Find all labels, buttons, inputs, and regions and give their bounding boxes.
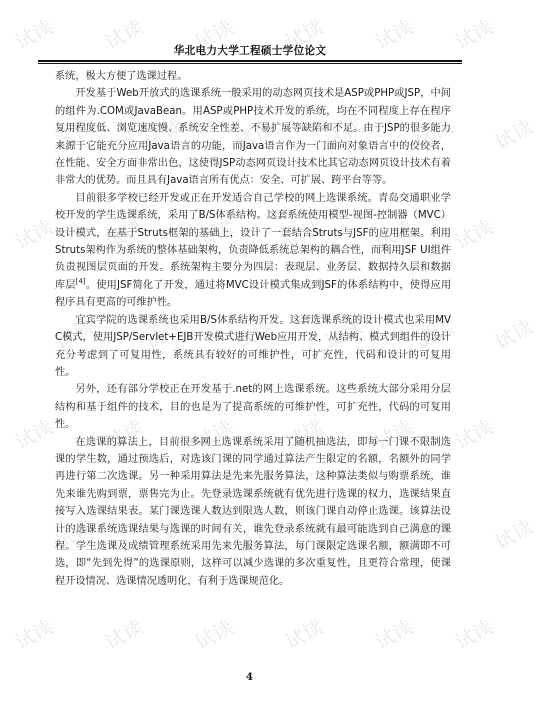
watermark-mark: 试读 (321, 315, 368, 354)
watermark-mark: 试读 (101, 415, 148, 454)
watermark-mark: 试读 (281, 215, 328, 254)
watermark-mark: 试读 (231, 515, 278, 554)
watermark-mark: 试读 (11, 415, 58, 454)
header-rule-thick (38, 60, 462, 62)
watermark-mark: 试读 (11, 215, 58, 254)
paragraph-text: 开发基于Web开放式的选课系统一般采用的动态网页技术是ASP或PHP或JSP，中间的组件为.COM或JavaBean。用ASP或PHP技术开发的系统，均在不同程度上存在程序复用程度低、浏览速度慢、系统安全性差、不易扩展等缺陷和不足。由于JSP的很多能力来源于它能充分应用Java语言的功能，而Java语言作为一门面向对象语言中的佼佼者，在性能、安全方面非常出色，这使得JSP动态网页设计技术比其它动态网页设计技术有着非常大的优势。而且具有Java语言所有优点：安全、可扩展、跨平台等等。 (55, 88, 451, 187)
watermark-mark: 试读 (191, 415, 238, 454)
watermark-mark: 试读 (141, 515, 188, 554)
watermark-mark: 试读 (11, 615, 58, 654)
watermark-mark: 试读 (101, 615, 148, 654)
watermark-mark: 试读 (411, 315, 458, 354)
paragraph-text: 宜宾学院的选课系统也采用B/S体系结构开发。这套选课系统的设计模式也采用MVC模式，使用JSP/Servlet+EJB开发模式进行Web应用开发，从结构、模式到组件的设计充分考虑到了可复用性，系统具有较好的可维护性，可扩充性，代码和设计的可复用性。 (55, 314, 451, 378)
watermark-mark: 试读 (51, 515, 98, 554)
body-text (55, 68, 451, 590)
watermark-mark: 试读 (281, 15, 328, 54)
watermark-mark: 试读 (491, 315, 538, 354)
watermark-mark: 试读 (371, 15, 418, 54)
watermark-mark: 试读 (451, 215, 498, 254)
watermark-mark: 试读 (141, 115, 188, 154)
paragraph (55, 434, 451, 591)
paragraph (55, 68, 451, 85)
watermark-mark: 试读 (51, 115, 98, 154)
watermark-mark: 试读 (371, 415, 418, 454)
paragraph (55, 381, 451, 433)
paragraph-text: 在选课的算法上，目前很多网上选课系统采用了随机抽选法，即每一门课不限制选课的学生数，通过预选后，对选该门课的同学通过算法产生限定的名额，名额外的同学再进行第二次选课。另一种采用算法是先来先服务算法，这种算法类似与购票系统，谁先来谁先购到票，票售完为止。先登录选课系统就有优先进行选课的权力，选课结果直接写入选课结果表。某门课选课人数达到限选人数，则该门课自动停止选课。该算法设计的选课系统选课结果与选课的时间有关，谁先登录系统就有最可能选到自己满意的课程。学生选课及成绩管理系统采用先来先服务算法，每门课限定选课名额，额满即不可选，即“先到先得”的选课原则，这样可以减少选课的多次重复性，且更符合常理，使课程开设情况、选课情况透明化，有利于选课规范化。 (55, 436, 451, 587)
watermark-mark: 试读 (231, 115, 278, 154)
watermark-mark: 试读 (11, 15, 58, 54)
watermark-mark: 试读 (371, 215, 418, 254)
running-header: 华北电力大学工程硕士学位论文 (173, 45, 327, 57)
watermark-mark: 试读 (101, 215, 148, 254)
watermark-mark: 试读 (191, 615, 238, 654)
watermark-mark: 试读 (491, 115, 538, 154)
watermark-mark: 试读 (451, 15, 498, 54)
watermark-mark: 试读 (451, 415, 498, 454)
paragraph-text: 目前很多学校已经开发或正在开发适合自己学校的网上选课系统。青岛交通职业学校开发的学生选课系统，采用了B/S体系结构。这套系统使用模型-视图-控制器（MVC）设计模式，在基于Struts框架的基础上，设计了一套结合Struts与JSF的应用框架。利用Struts架构作为系统的整体基础架构，负责降低系统总架构的耦合性，而利用JSF UI组件负责视图层页面的开发。系统架构主要分为四层：表现层、业务层、数据持久层和数据库层 (55, 192, 451, 291)
paragraph (55, 312, 451, 382)
watermark-mark: 试读 (231, 315, 278, 354)
paragraph-text: 系统，极大方便了选课过程。 (55, 71, 188, 82)
watermark-mark: 试读 (411, 115, 458, 154)
watermark-mark: 试读 (191, 15, 238, 54)
watermark-mark: 试读 (371, 615, 418, 654)
watermark-mark: 试读 (191, 215, 238, 254)
citation-marker: [4] (75, 277, 86, 286)
watermark-mark: 试读 (281, 415, 328, 454)
watermark-mark: 试读 (321, 115, 368, 154)
header-rule-thin (38, 63, 462, 64)
watermark-mark: 试读 (411, 515, 458, 554)
watermark-mark: 试读 (491, 515, 538, 554)
watermark-mark: 试读 (51, 315, 98, 354)
watermark-mark: 试读 (281, 615, 328, 654)
watermark-mark: 试读 (321, 515, 368, 554)
paragraph (55, 190, 451, 312)
watermark-mark: 试读 (451, 615, 498, 654)
paragraph-text: 另外，还有部分学校正在开发基于.net的网上选课系统。这些系统大部分采用分层结构和基于组件的技术，目的也是为了提高系统的可维护性，可扩充性，代码的可复用性。 (55, 384, 451, 431)
page-number: 4 (246, 672, 253, 683)
watermark-mark: 试读 (141, 315, 188, 354)
paragraph (55, 85, 451, 189)
paragraph-text: 。使用JSF简化了开发，通过将MVC设计模式集成到JSF的体系结构中，使得应用程序具有更高的可维护性。 (55, 279, 452, 309)
watermark-mark: 试读 (101, 15, 148, 54)
